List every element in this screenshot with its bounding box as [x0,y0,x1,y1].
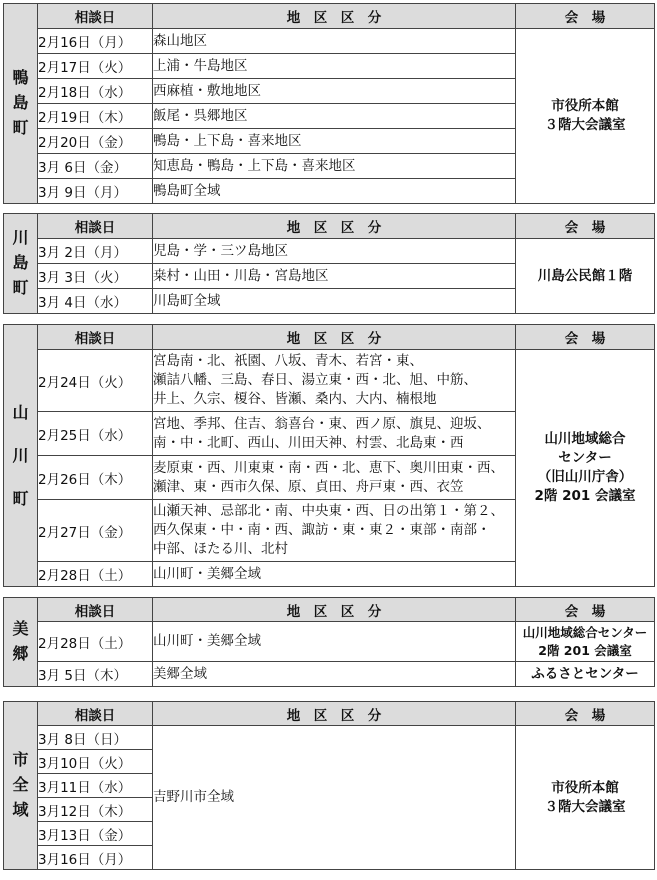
header-venue: 会 場 [516,325,655,350]
venue-cell: 山川地域総合センター 2階 201 会議室 [516,622,655,662]
date-cell: 3月 4日（水） [38,289,153,314]
district-cell: 西麻植・敷地地区 [153,79,516,104]
section-misato-table [3,597,655,687]
header-venue: 会 場 [516,702,655,726]
date-cell: 3月 8日（日） [38,726,153,750]
table-row [4,350,655,412]
district-cell: 美郷全域 [153,662,516,687]
district-cell: 宮島南・北、祇園、八坂、青木、若宮・東、 瀬詰八幡、三島、春日、湯立東・西・北、旭、中筋、 井上、久宗、榎谷、皆瀬、桑内、大内、楠根地 [153,350,516,412]
area-label-citywide: 市 全 域 [4,702,38,870]
area-label-kamojima: 鴨 島 町 [4,4,38,204]
header-district: 地 区 区 分 [153,598,516,622]
date-cell: 2月27日（金） [38,500,153,562]
district-cell: 山川町・美郷全域 [153,562,516,587]
venue-cell: ふるさとセンター [516,662,655,687]
district-cell: 山瀬天神、忌部北・南、中央東・西、日の出第１・第２、 西久保東・中・南・西、諏訪・東・東２・東部・南部・ 中部、ほたる川、北村 [153,500,516,562]
date-cell: 3月12日（木） [38,798,153,822]
date-cell: 2月25日（水） [38,412,153,456]
venue-cell: 川島公民館１階 [516,239,655,314]
date-cell: 3月16日（月） [38,846,153,870]
district-cell: 桒村・山田・川島・宮島地区 [153,264,516,289]
header-district: 地 区 区 分 [153,214,516,239]
date-cell: 3月 2日（月） [38,239,153,264]
date-cell: 3月 3日（火） [38,264,153,289]
district-cell: 山川町・美郷全域 [153,622,516,662]
district-cell: 上浦・牛島地区 [153,54,516,79]
header-venue: 会 場 [516,598,655,622]
section-kawashima-table [3,213,655,314]
venue-cell: 山川地域総合 センター （旧山川庁舎） 2階 201 会議室 [516,350,655,587]
date-cell: 2月16日（月） [38,29,153,54]
header-venue: 会 場 [516,214,655,239]
district-cell: 宮地、季邦、住吉、翁喜台・東、西ノ原、旗見、迎坂、 南・中・北町、西山、川田天神、村雲、北島東・西 [153,412,516,456]
header-venue: 会 場 [516,4,655,29]
table-row [4,29,655,54]
table-row [4,662,655,687]
header-date: 相談日 [38,702,153,726]
date-cell: 3月10日（火） [38,750,153,774]
venue-cell: 市役所本館 ３階大会議室 [516,29,655,204]
district-cell: 川島町全域 [153,289,516,314]
table-row [4,726,655,750]
area-label-misato: 美 郷 [4,598,38,687]
venue-cell: 市役所本館 ３階大会議室 [516,726,655,870]
header-district: 地 区 区 分 [153,325,516,350]
district-cell: 飯尾・呉郷地区 [153,104,516,129]
district-cell: 児島・学・三ツ島地区 [153,239,516,264]
date-cell: 3月 9日（月） [38,179,153,204]
section-citywide-table [3,701,655,870]
district-cell: 吉野川市全域 [153,726,516,870]
district-cell: 知恵島・鴨島・上下島・喜来地区 [153,154,516,179]
district-cell: 鴨島町全域 [153,179,516,204]
date-cell: 2月18日（水） [38,79,153,104]
date-cell: 2月26日（木） [38,456,153,500]
area-label-kawashima: 川 島 町 [4,214,38,314]
date-cell: 2月28日（土） [38,622,153,662]
date-cell: 2月19日（木） [38,104,153,129]
date-cell: 2月24日（火） [38,350,153,412]
header-date: 相談日 [38,598,153,622]
date-cell: 3月13日（金） [38,822,153,846]
header-district: 地 区 区 分 [153,702,516,726]
area-label-yamakawa: 山 川 町 [4,325,38,587]
date-cell: 2月28日（土） [38,562,153,587]
header-district: 地 区 区 分 [153,4,516,29]
header-date: 相談日 [38,214,153,239]
district-cell: 鴨島・上下島・喜来地区 [153,129,516,154]
district-cell: 森山地区 [153,29,516,54]
date-cell: 3月 5日（木） [38,662,153,687]
date-cell: 2月17日（火） [38,54,153,79]
district-cell: 麦原東・西、川東東・南・西・北、恵下、奥川田東・西、 瀬津、東・西市久保、原、貞田、舟戸東・西、衣笠 [153,456,516,500]
table-row [4,239,655,264]
header-date: 相談日 [38,4,153,29]
date-cell: 2月20日（金） [38,129,153,154]
table-row [4,622,655,662]
section-kamojima-table [3,3,655,204]
section-yamakawa-table [3,324,655,587]
date-cell: 3月11日（水） [38,774,153,798]
date-cell: 3月 6日（金） [38,154,153,179]
header-date: 相談日 [38,325,153,350]
